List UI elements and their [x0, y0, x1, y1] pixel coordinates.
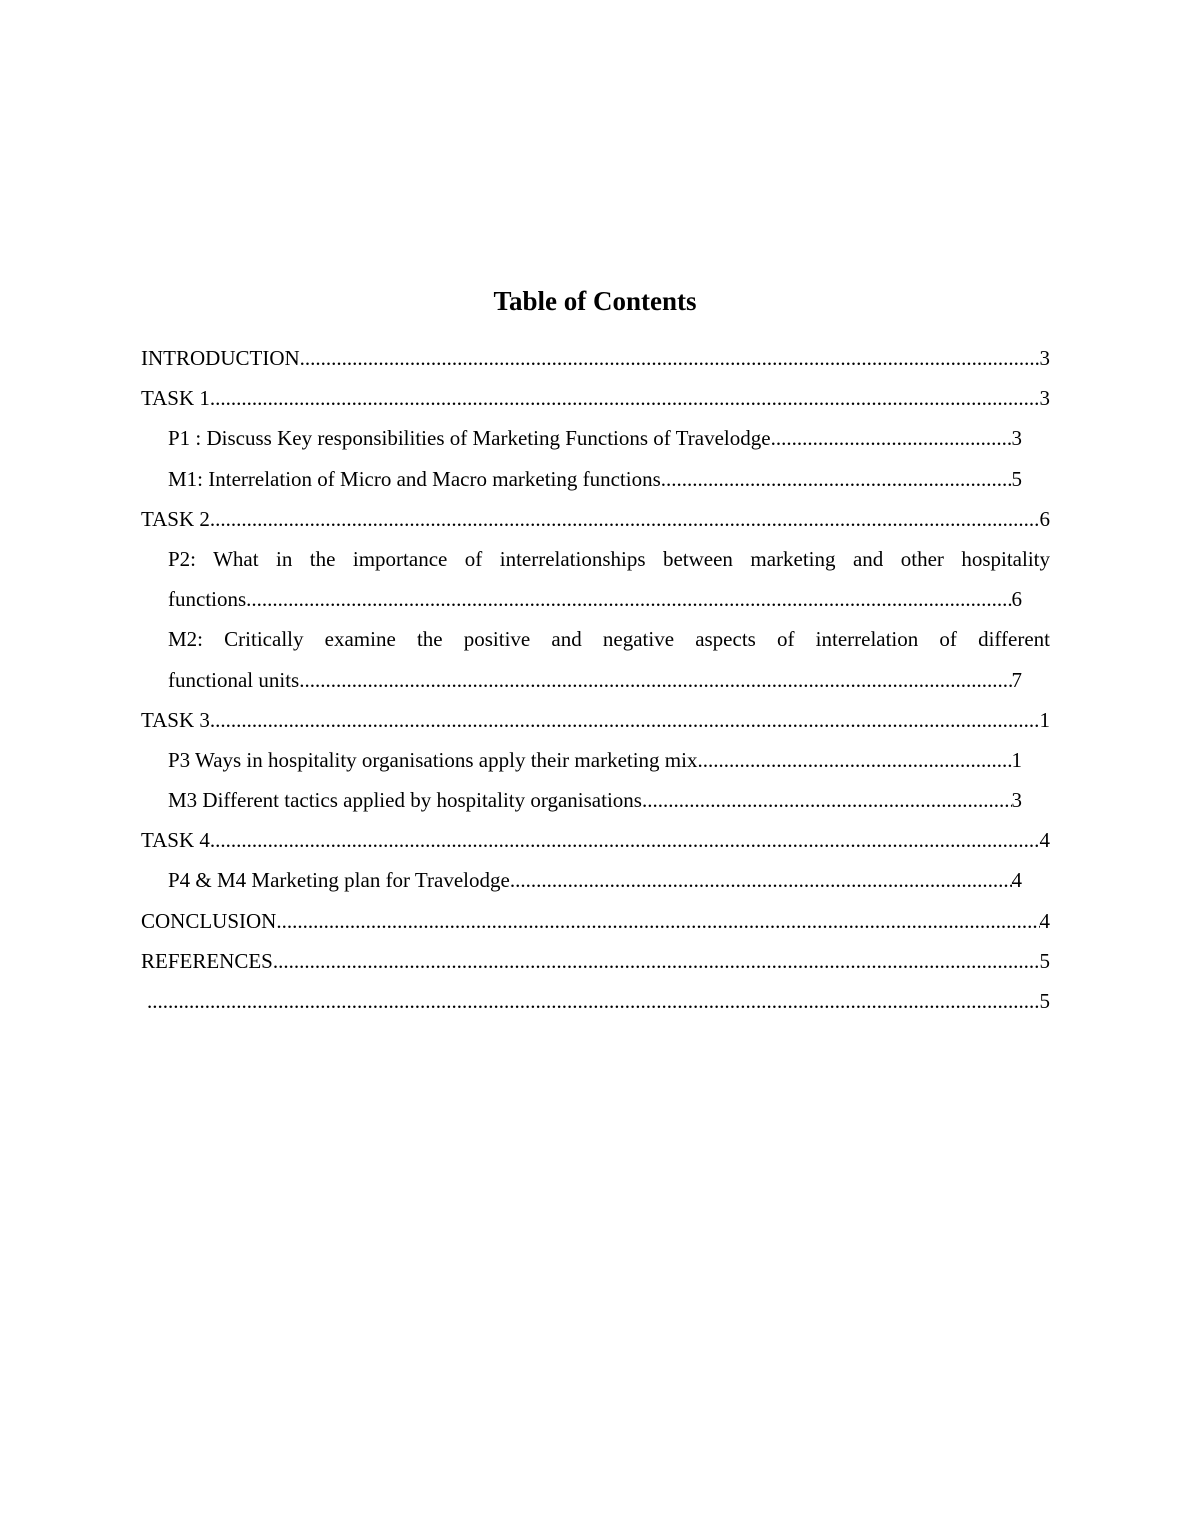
toc-entry-task-3[interactable]	[141, 700, 1050, 740]
toc-leader	[210, 700, 1040, 740]
toc-entry-untitled[interactable]	[141, 981, 1050, 1021]
toc-leader	[210, 378, 1040, 418]
toc-entry-label: REFERENCES	[141, 948, 273, 973]
toc-page-number: 4	[1039, 828, 1050, 853]
toc-entry-label-line2: functional units	[168, 667, 300, 692]
toc-leader	[276, 901, 1039, 941]
toc-leader	[642, 780, 1012, 820]
toc-entry-label: M1: Interrelation of Micro and Macro marketing functions	[168, 466, 661, 491]
toc-leader	[771, 418, 1012, 458]
toc-entry-p2[interactable]	[168, 539, 1050, 619]
toc-page-number: 7	[1011, 667, 1022, 692]
toc-leader	[661, 459, 1012, 499]
toc-entry-p3[interactable]	[168, 740, 1022, 780]
toc-page-number: 3	[1039, 346, 1050, 370]
toc-entry-task-2[interactable]	[141, 499, 1050, 539]
toc-page-number: 3	[1039, 386, 1050, 411]
toc-page-number: 5	[1039, 989, 1050, 1013]
toc-leader	[299, 660, 1011, 700]
toc-page-number: 3	[1011, 788, 1022, 813]
toc-entry-conclusion[interactable]	[141, 901, 1050, 941]
toc-entry-task-4[interactable]	[141, 820, 1050, 860]
toc-entry-label: P1 : Discuss Key responsibilities of Marketing Functions of Travelodge	[168, 426, 771, 451]
toc-leader	[697, 740, 1011, 780]
toc-page-number: 3	[1011, 426, 1022, 451]
toc-entry-m2[interactable]	[168, 619, 1050, 699]
toc-page-number: 5	[1039, 948, 1050, 973]
toc-page-number: 4	[1039, 908, 1050, 933]
toc-entry-label: CONCLUSION	[141, 908, 277, 933]
toc-entry-m1[interactable]	[168, 459, 1022, 499]
toc-entry-task-1[interactable]	[141, 378, 1050, 418]
toc-leader	[147, 981, 1040, 1021]
toc-leader	[300, 338, 1040, 378]
toc-entry-label: P3 Ways in hospitality organisations apply their marketing mix	[168, 747, 698, 772]
toc-leader	[210, 499, 1040, 539]
toc-entry-label-line1: M2: Critically examine the positive and negative aspects of interrelation of different	[168, 627, 1050, 652]
toc-page-number: 6	[1039, 506, 1050, 531]
toc-title: Table of Contents	[493, 286, 697, 316]
toc-leader	[246, 579, 1011, 619]
toc-page-number: 6	[1011, 587, 1022, 612]
toc-page-number: 1	[1011, 747, 1022, 772]
toc-entry-label: TASK 3	[141, 707, 210, 732]
toc-page-number: 5	[1011, 466, 1022, 491]
toc-entry-label-line2: functions	[168, 587, 247, 612]
toc-entry-p4-m4[interactable]	[168, 860, 1022, 900]
toc-entry-label: P4 & M4 Marketing plan for Travelodge	[168, 868, 510, 893]
toc-entry-p1[interactable]	[168, 418, 1022, 458]
toc-entry-label: TASK 1	[141, 386, 210, 411]
toc-list	[141, 338, 1050, 1021]
toc-entry-label: M3 Different tactics applied by hospitality organisations	[168, 788, 642, 813]
toc-leader	[510, 860, 1012, 900]
toc-leader	[210, 820, 1040, 860]
toc-entry-references[interactable]	[141, 941, 1050, 981]
toc-entry-label: TASK 2	[141, 506, 210, 531]
toc-entry-introduction[interactable]	[141, 338, 1050, 378]
toc-page-number: 4	[1011, 868, 1022, 893]
toc-page-number: 1	[1039, 707, 1050, 732]
toc-entry-label: INTRODUCTION	[141, 346, 300, 370]
toc-leader	[273, 941, 1040, 981]
toc-entry-m3[interactable]	[168, 780, 1022, 820]
toc-entry-label-line1: P2: What in the importance of interrelationships between marketing and other hospitality	[168, 546, 1050, 571]
toc-entry-label: TASK 4	[141, 828, 210, 853]
